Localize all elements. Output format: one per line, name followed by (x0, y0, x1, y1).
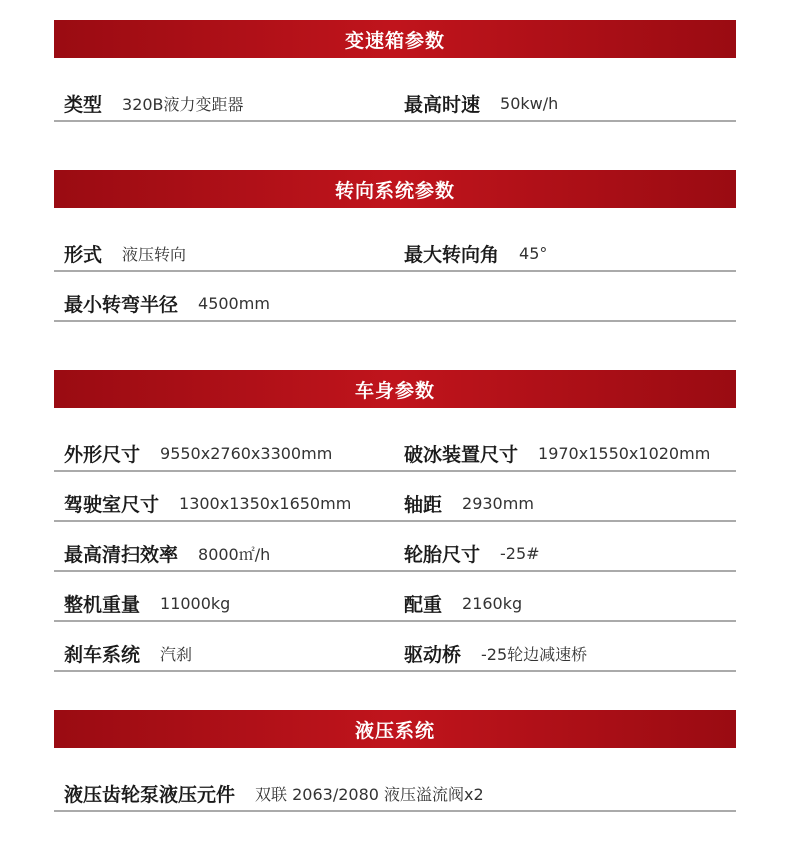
spec-value: 320B液力变距器 (122, 94, 244, 114)
spec-label: 刹车系统 (64, 643, 141, 666)
spec-value: 2160kg (462, 593, 523, 613)
spec-value: 4500mm (198, 293, 270, 313)
spec-value: 50kw/h (500, 93, 559, 113)
spec-label: 整机重量 (64, 593, 141, 616)
spec-row (54, 288, 736, 322)
spec-value: 45° (519, 243, 548, 263)
section-header-body (54, 370, 736, 408)
spec-value: 2930mm (462, 493, 534, 513)
spec-label: 最小转弯半径 (64, 293, 179, 316)
spec-row (54, 238, 736, 272)
section-title: 液压系统 (354, 719, 435, 742)
spec-label: 驾驶室尺寸 (64, 493, 160, 516)
spec-label: 外形尺寸 (64, 443, 141, 466)
section-title: 转向系统参数 (334, 179, 455, 202)
spec-value: 11000kg (160, 593, 231, 613)
spec-label: 形式 (64, 243, 103, 266)
spec-label: 轮胎尺寸 (404, 543, 481, 566)
section-header-steering (54, 170, 736, 208)
spec-value: 1300x1350x1650mm (179, 493, 352, 513)
spec-row (54, 638, 736, 672)
spec-label: 配重 (404, 593, 443, 616)
spec-value: 9550x2760x3300mm (160, 443, 333, 463)
spec-row (54, 488, 736, 522)
spec-label: 液压齿轮泵液压元件 (64, 783, 236, 806)
spec-label: 最高时速 (404, 93, 481, 116)
spec-label: 轴距 (404, 493, 443, 516)
spec-value: -25# (500, 543, 540, 563)
section-header-hydraulic (54, 710, 736, 748)
spec-row (54, 588, 736, 622)
spec-value: 液压转向 (122, 244, 187, 264)
spec-row (54, 438, 736, 472)
spec-label: 最高清扫效率 (64, 543, 179, 566)
spec-label: 驱动桥 (404, 643, 462, 666)
spec-row (54, 538, 736, 572)
spec-value: 1970x1550x1020mm (538, 443, 711, 463)
section-title: 变速箱参数 (344, 29, 445, 52)
spec-value: 双联 2063/2080 液压溢流阀x2 (255, 784, 484, 804)
spec-row (54, 778, 736, 812)
spec-value: 8000㎡/h (198, 544, 271, 564)
section-title: 车身参数 (354, 379, 435, 402)
spec-value: 汽刹 (160, 644, 193, 664)
spec-label: 破冰装置尺寸 (404, 443, 519, 466)
spec-value: -25轮边减速桥 (481, 644, 588, 664)
spec-label: 最大转向角 (404, 243, 500, 266)
spec-label: 类型 (64, 93, 103, 116)
section-header-transmission (54, 20, 736, 58)
spec-row (54, 88, 736, 122)
